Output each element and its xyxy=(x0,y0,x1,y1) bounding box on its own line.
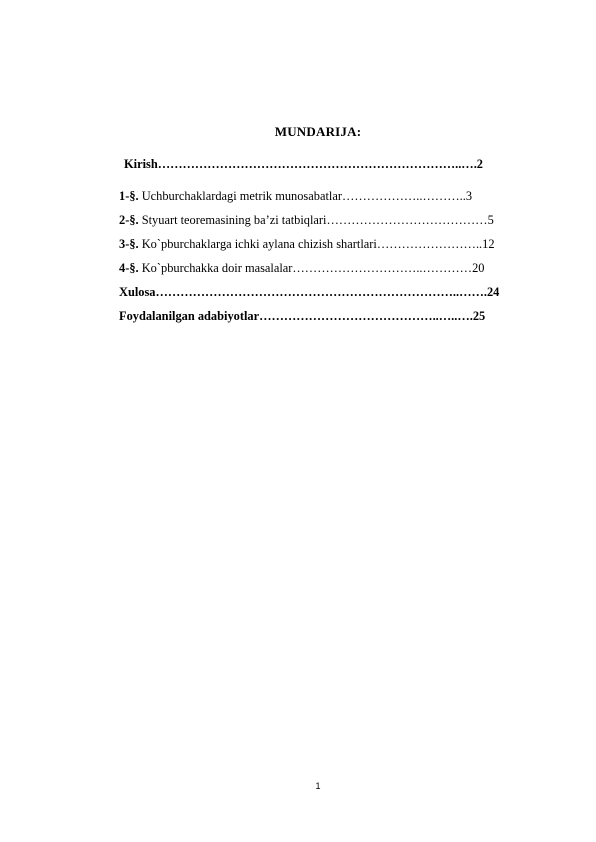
section-title: Ko`pburchakka doir masalalar…………………………..…………20 xyxy=(138,261,485,275)
section-title: Uchburchaklardagi metrik munosabatlar………………..………..3 xyxy=(138,189,473,203)
page-number: 1 xyxy=(315,781,321,791)
section-number: 4-§. xyxy=(119,261,139,275)
toc-entry-section-1 xyxy=(119,188,472,204)
section-title: Styuart teoremasining ba’zi tatbiqlari…………………………………5 xyxy=(138,213,494,227)
toc-entry-section-2 xyxy=(119,212,494,228)
toc-title: MUNDARIJA: xyxy=(274,124,362,139)
section-number: 1-§. xyxy=(119,189,139,203)
toc-entry-references: Foydalanilgan adabiyotlar……………………………………..…..….25 xyxy=(119,309,486,323)
toc-entry-intro: Kirish………………………………………………………………..….2 xyxy=(124,157,483,171)
toc-entry-section-4 xyxy=(119,260,484,276)
section-number: 3-§. xyxy=(119,237,139,251)
section-number: 2-§. xyxy=(119,213,139,227)
toc-entry-section-3 xyxy=(119,236,495,252)
toc-entry-conclusion: Xulosa………………………………………………………………..…….24 xyxy=(119,285,500,299)
section-title: Ko`pburchaklarga ichki aylana chizish shartlari……………………..12 xyxy=(138,237,495,251)
